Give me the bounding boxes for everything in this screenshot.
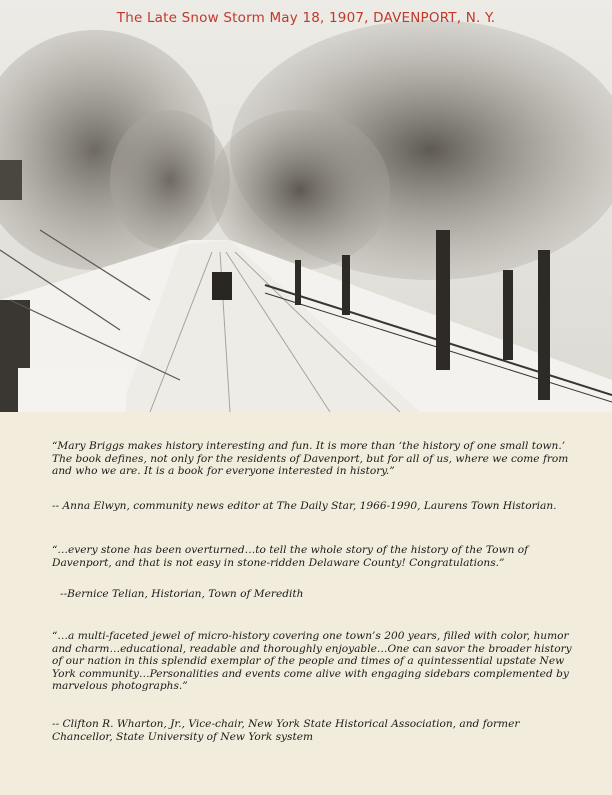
photo-caption: The Late Snow Storm May 18, 1907, DAVENPORT, N. Y. <box>116 10 496 26</box>
testimonial-attribution: --Bernice Telian, Historian, Town of Meredith <box>60 588 304 600</box>
testimonial-quote: “…every stone has been overturned…to tell the whole story of the history of the Town of Davenport, and that is not easy in stone-ridden Delaware County! Congratulations.” <box>52 544 529 569</box>
testimonial-attribution: -- Clifton R. Wharton, Jr., Vice-chair, New York State Historical Association, and former Chancellor, State University of New York system <box>52 718 520 743</box>
testimonial-attribution: -- Anna Elwyn, community news editor at The Daily Star, 1966-1990, Laurens Town Historian. <box>52 500 557 512</box>
testimonial-quote: “Mary Briggs makes history interesting and fun. It is more than ‘the history of one small town.’ The book defines, not only for the residents of Davenport, but for all of us, where we come from and who we are. It is a book for everyone interested in history.” <box>52 440 569 478</box>
testimonial-quote: “…a multi-faceted jewel of micro-history covering one town’s 200 years, filled with color, humor and charm…educational, readable and thoroughly enjoyable…One can savor the broader history of our nation in this splendid exemplar of the people and times of a quintessential upstate New York community…Personalities and events come alive with engaging sidebars complemented by marvelous photographs.” <box>52 630 572 693</box>
